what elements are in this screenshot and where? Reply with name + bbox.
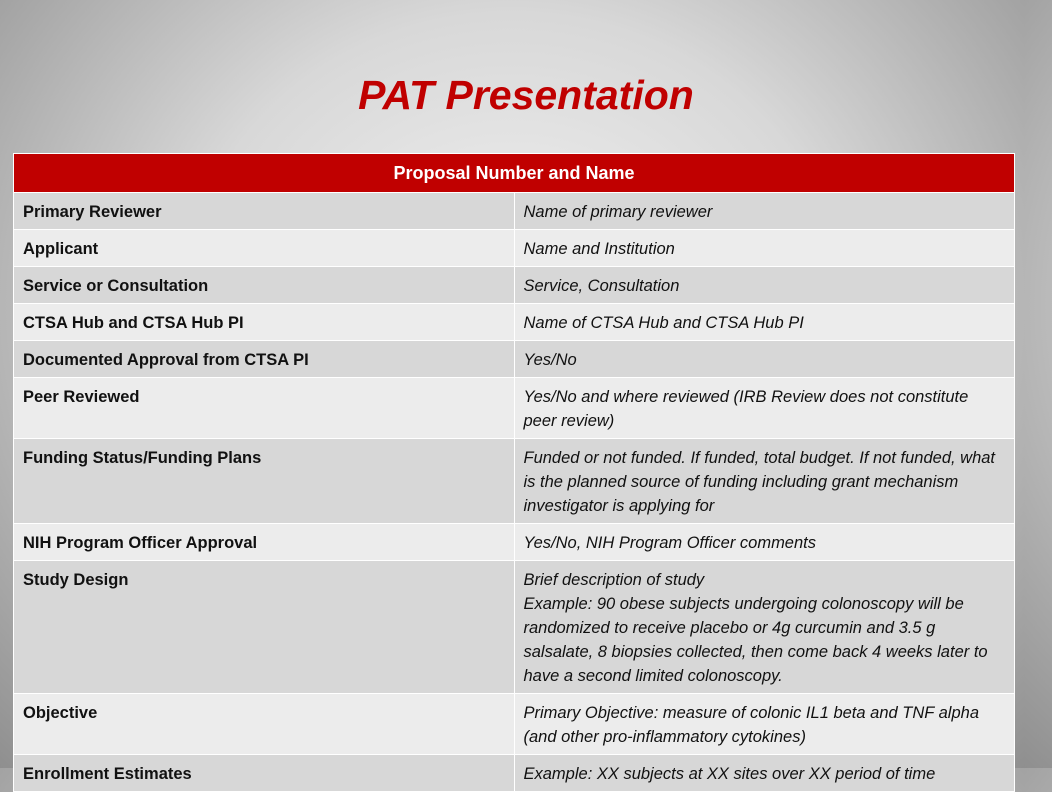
row-label: Service or Consultation	[14, 267, 515, 304]
row-label: Study Design	[14, 561, 515, 694]
table-row-applicant	[14, 230, 1015, 267]
table-row-ctsa-hub	[14, 304, 1015, 341]
row-value: Yes/No, NIH Program Officer comments	[514, 524, 1015, 561]
row-value: Example: XX subjects at XX sites over XX period of time	[514, 755, 1015, 792]
table-row-nih-approval	[14, 524, 1015, 561]
row-value: Name of primary reviewer	[514, 193, 1015, 230]
row-label: CTSA Hub and CTSA Hub PI	[14, 304, 515, 341]
row-label: Enrollment Estimates	[14, 755, 515, 792]
row-value: Name and Institution	[514, 230, 1015, 267]
table-row-primary-reviewer	[14, 193, 1015, 230]
row-label: Primary Reviewer	[14, 193, 515, 230]
table-row-study-design	[14, 561, 1015, 694]
row-value: Yes/No and where reviewed (IRB Review does not constitute peer review)	[514, 378, 1015, 439]
table-row-objective	[14, 694, 1015, 755]
row-value: Service, Consultation	[514, 267, 1015, 304]
row-label: Applicant	[14, 230, 515, 267]
row-label: Objective	[14, 694, 515, 755]
table-row-documented-approval	[14, 341, 1015, 378]
row-value: Name of CTSA Hub and CTSA Hub PI	[514, 304, 1015, 341]
row-value: Funded or not funded. If funded, total budget. If not funded, what is the planned source of funding including grant mechanism investigator is applying for	[514, 439, 1015, 524]
table-header: Proposal Number and Name	[14, 154, 1015, 193]
row-value: Primary Objective: measure of colonic IL1 beta and TNF alpha (and other pro-inflammatory cytokines)	[514, 694, 1015, 755]
slide-title: PAT Presentation	[358, 72, 694, 118]
row-label: Documented Approval from CTSA PI	[14, 341, 515, 378]
table-row-enrollment	[14, 755, 1015, 792]
row-label: Funding Status/Funding Plans	[14, 439, 515, 524]
row-value: Yes/No	[514, 341, 1015, 378]
study-design-example: Example: 90 obese subjects undergoing colonoscopy will be randomized to receive placebo or 4g curcumin and 3.5 g salsalate, 8 biopsies collected, then come back 4 weeks later to have a second limited colonoscopy.	[523, 595, 988, 685]
row-value	[514, 561, 1015, 694]
table-row-service	[14, 267, 1015, 304]
study-design-summary: Brief description of study	[523, 571, 705, 589]
row-label: NIH Program Officer Approval	[14, 524, 515, 561]
row-label: Peer Reviewed	[14, 378, 515, 439]
table-row-funding	[14, 439, 1015, 524]
proposal-table	[13, 153, 1015, 792]
table-row-peer-reviewed	[14, 378, 1015, 439]
table-header-row	[14, 154, 1015, 193]
